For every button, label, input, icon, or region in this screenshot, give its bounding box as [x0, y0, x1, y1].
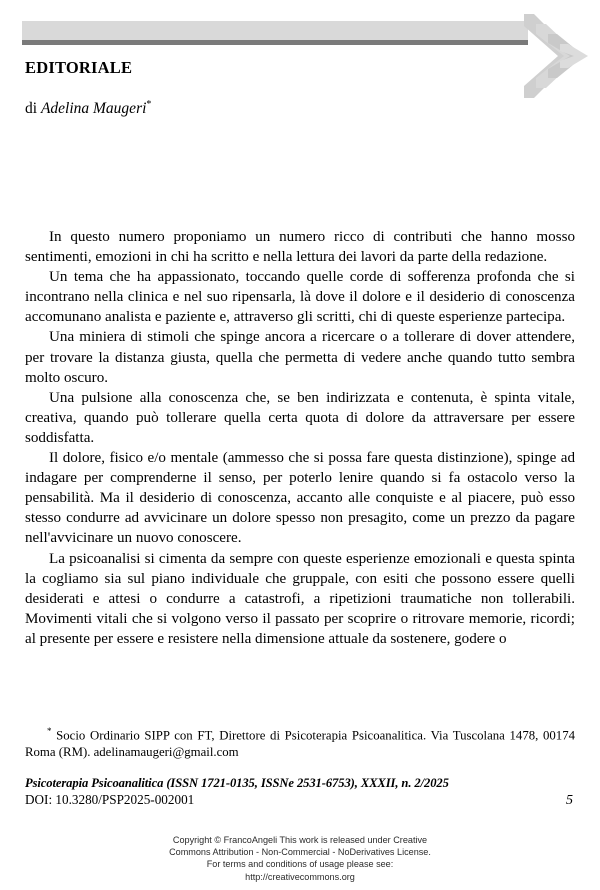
copyright-notice — [0, 834, 600, 883]
journal-metadata — [25, 775, 575, 809]
doi-row — [25, 792, 575, 810]
doi-text: DOI: 10.3280/PSP2025-002001 — [25, 791, 195, 807]
footnote-marker: * — [47, 726, 52, 736]
copyright-line: For terms and conditions of usage please see: — [206, 859, 394, 870]
footnote — [25, 723, 575, 762]
copyright-line: Copyright © FrancoAngeli This work is released under Creative — [172, 835, 428, 845]
body-paragraph: Un tema che ha appassionato, toccando quelle corde di sofferenza profonda che si incontrano nella clinica e nel suo ripensarla, là dove il dolore e il desiderio di conoscenza accomunano analista e paziente e, attraverso gli scritti, chi di queste esperienze partecipa. — [25, 269, 575, 326]
body-paragraph: In questo numero proponiamo un numero ricco di contributi che hanno mosso sentimenti, emozioni in chi ha scritto e nella lettura dei lavori da parte della redazione. — [25, 229, 575, 266]
body-paragraph: La psicoanalisi si cimenta da sempre con queste esperienze emozionali e questa spinta la cogliamo sia sul piano individuale che gruppale, con esiti che possono essere quelli desiderati e attesi o condurre a catastrofi, a ripetizioni traumatiche non tollerabili. Movimenti vitali che si volgono verso il passato per scoprire o ritrovare memorie, ricordi; al presente per essere e resistere nella dimensione attuale da sostenere, godere o — [25, 550, 575, 647]
copyright-line: Commons Attribution - Non-Commercial - NoDerivatives License. — [169, 847, 431, 858]
header-band — [22, 21, 528, 40]
body-paragraph: Una miniera di stimoli che spinge ancora a ricercare o a tollerare di dover attendere, per trovare la distanza giusta, quella che permetta di vedere anche quando tutto sembra molto oscuro. — [25, 329, 575, 386]
footnote-marker: * — [146, 98, 152, 110]
byline-prefix: di — [25, 99, 41, 117]
page-number: 5 — [566, 792, 573, 808]
footnote-text: Socio Ordinario SIPP con FT, Direttore di Psicoterapia Psicoanalitica. Via Tuscolana 1478, 00174 Roma (RM). adelinamaugeri@gmail.com — [25, 728, 575, 760]
byline — [25, 78, 545, 119]
journal-citation: Psicoterapia Psicoanalitica (ISSN 1721-0135, ISSNe 2531-6753), XXXII, n. 2/2025 — [25, 776, 449, 790]
footnote-paragraph — [25, 723, 575, 762]
body-paragraph: Il dolore, fisico e/o mentale (ammesso che si possa fare questa distinzione), spinge ad indagare per comprenderne il senso, per poterlo lenire quando si fa ostacolo verso la pensabilità. Ma il desiderio di conoscenza, accanto alle conquiste e al piacere, può esso stesso condurre ad avvicinare un dolore spesso non presagito, come un prezzo da pagare nell'avvicinare un nuovo conoscere. — [25, 450, 575, 547]
title-block — [25, 58, 545, 119]
page-title: EDITORIALE — [25, 58, 133, 77]
body-text — [25, 227, 575, 649]
copyright-url: http://creativecommons.org — [245, 871, 355, 882]
author-name: Adelina Maugeri — [40, 99, 147, 117]
header-rule — [22, 40, 528, 45]
body-paragraph: Una pulsione alla conoscenza che, se ben indirizzata e contenuta, è spinta vitale, creativa, quando può tollerare quella certa quota di dolore da attraversare per essere soddisfatta. — [25, 389, 575, 446]
